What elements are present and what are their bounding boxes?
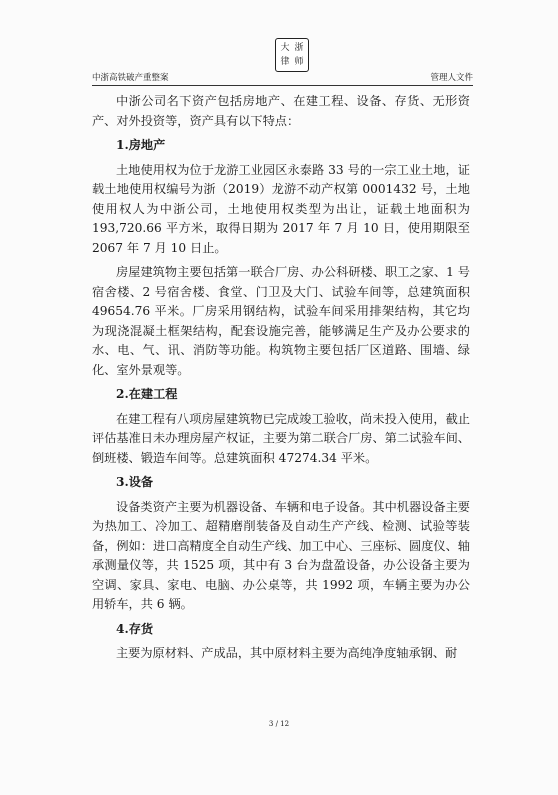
section-heading: 2.在建工程	[116, 387, 178, 401]
section-heading: 3.设备	[116, 475, 154, 489]
document-body	[92, 92, 470, 664]
paragraph: 在建工程有八项房屋建筑物已完成竣工验收，尚未投入使用，截止评估基准日未办理房屋产权证，主要为第二联合厂房、第二试验车间、倒班楼、锻造车间等。总建筑面积 47274.34 平米。	[92, 411, 470, 465]
page-header	[92, 71, 473, 86]
seal-char: 师	[294, 57, 304, 67]
header-right: 管理人文件	[430, 73, 473, 83]
intro-paragraph: 中浙公司名下资产包括房地产、在建工程、设备、存货、无形资产、对外投资等，资产具有以下特点：	[92, 94, 470, 128]
page-number: 3 / 12	[268, 720, 290, 728]
paragraph: 房屋建筑物主要包括第一联合厂房、办公科研楼、职工之家、1 号宿舍楼、2 号宿舍楼、食堂、门卫及大门、试验车间等，总建筑面积 49654.76 平米。厂房采用钢结构，试验车间采用排架结构，其它均为现浇混凝土框架结构，配套设施完善，能够满足生产及办公要求的水、电、气、讯、消防等功能。构筑物主要包括厂区道路、围墙、绿化、室外景观等。	[92, 265, 470, 377]
paragraph: 设备类资产主要为机器设备、车辆和电子设备。其中机器设备主要为热加工、冷加工、超精磨削装备及自动生产产线、检测、试验等装备，例如：进口高精度全自动生产线、加工中心、三座标、圆度仪、轴承测量仪等，共 1525 项，其中有 3 台为盘盈设备，办公设备主要为空调、家具、家电、电脑、办公桌等，共 1992 项，车辆主要为办公用轿车，共 6 辆。	[92, 499, 470, 611]
seal-char: 律	[280, 57, 290, 67]
seal-char: 大	[280, 43, 290, 53]
seal-stamp	[275, 38, 309, 72]
section-heading: 4.存货	[116, 621, 154, 636]
seal-char: 浙	[294, 43, 304, 53]
section-heading: 1.房地产	[116, 138, 166, 152]
paragraph: 主要为原材料、产成品，其中原材料主要为高纯净度轴承钢、耐	[116, 646, 458, 660]
paragraph: 土地使用权为位于龙游工业园区永泰路 33 号的一宗工业土地，证载土地使用权编号为浙（2019）龙游不动产权第 0001432 号，土地使用权人为中浙公司，土地使用权类型为出让，证载土地面积为 193,720.66 平方米，取得日期为 2017 年 7 月 10 日，使用期限至 2067 年 7 月 10 日止。	[92, 162, 470, 255]
header-left: 中浙高铁破产重整案	[92, 73, 169, 83]
